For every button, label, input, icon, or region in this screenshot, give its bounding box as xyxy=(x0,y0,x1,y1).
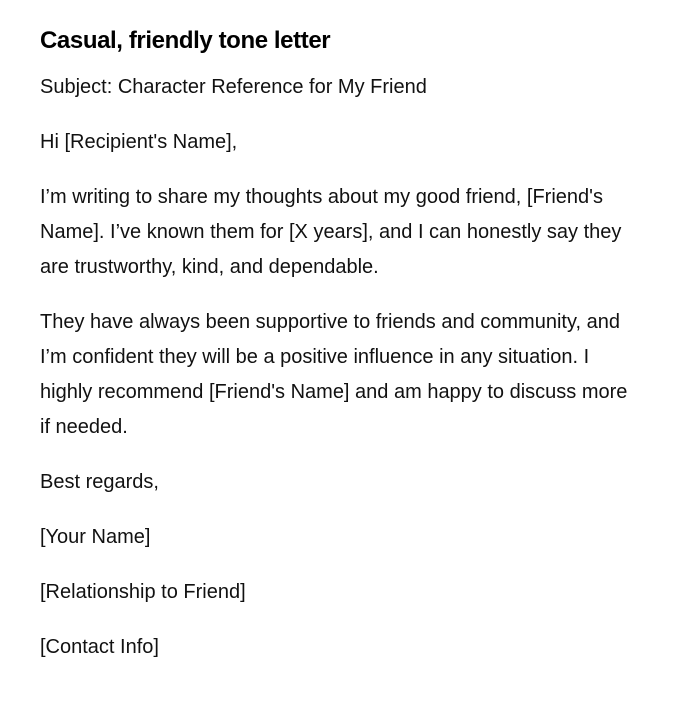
signature-relationship: [Relationship to Friend] xyxy=(40,581,246,603)
signature-name: [Your Name] xyxy=(40,526,151,548)
letter-subject: Subject: Character Reference for My Friend xyxy=(40,76,427,98)
letter-closing: Best regards, xyxy=(40,471,159,493)
letter-paragraph-1: I’m writing to share my thoughts about my good friend, [Friend's Name]. I’ve known them for [X years], and I can honestly say they are trustworthy, kind, and dependable. xyxy=(40,186,622,278)
letter-title: Casual, friendly tone letter xyxy=(40,27,331,54)
letter-paragraph-2: They have always been supportive to friends and community, and I’m confident they will be a positive influence in any situation. I highly recommend [Friend's Name] and am happy to discuss more if needed. xyxy=(40,311,628,438)
letter-greeting: Hi [Recipient's Name], xyxy=(40,131,238,153)
signature-contact: [Contact Info] xyxy=(40,636,159,658)
